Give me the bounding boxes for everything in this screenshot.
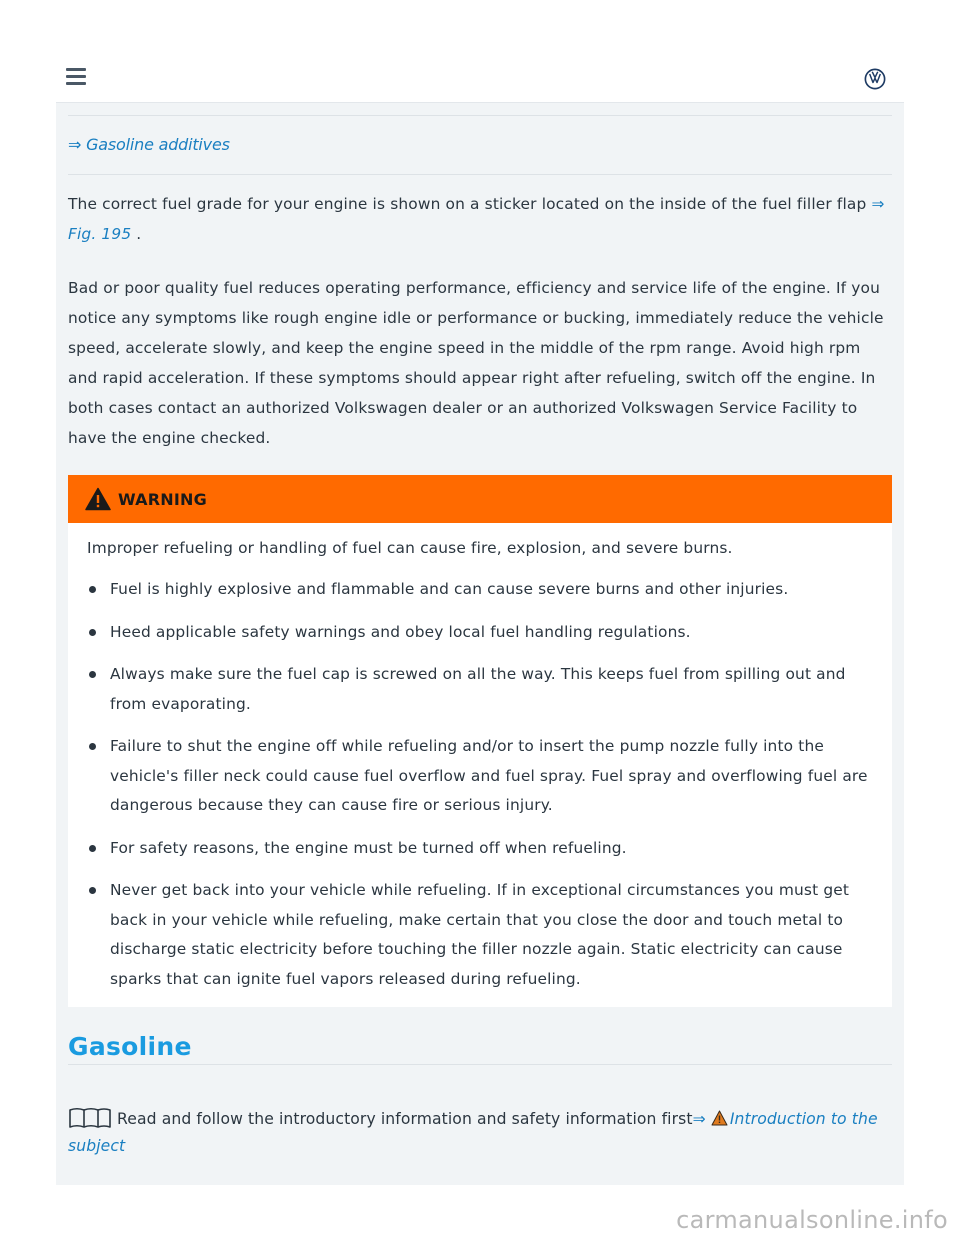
warning-list (87, 575, 877, 1007)
intro-arrow: ⇒ (692, 1110, 711, 1128)
xref-label: Gasoline additives (86, 135, 230, 154)
xref-arrow: ⇒ (68, 135, 82, 154)
fig-suffix: . (131, 225, 142, 243)
divider (68, 174, 892, 175)
book-icon (68, 1107, 112, 1129)
warning-triangle-icon (711, 1110, 728, 1126)
fig-195-link[interactable]: ⇒ Fig. 195 (68, 195, 885, 243)
watermark: carmanualsonline.info (676, 1206, 948, 1234)
introduction-link[interactable]: Introduction to the subject (68, 1110, 878, 1155)
intro-note (68, 1106, 890, 1160)
warning-item: Always make sure the fuel cap is screwed on all the way. This keeps fuel from spilling out and from evaporating. (87, 660, 877, 719)
vw-logo-icon[interactable] (864, 68, 886, 90)
warning-lead: Improper refueling or handling of fuel can cause fire, explosion, and severe burns. (87, 539, 733, 557)
fuel-quality-paragraph: Bad or poor quality fuel reduces operating performance, efficiency and service life of the engine. If you notice any symptoms like rough engine idle or performance or bucking, immediately reduce the vehicle speed, accelerate slowly, and keep the engine speed in the middle of the rpm range. Avoid high rpm and rapid acceleration. If these symptoms should appear right after refueling, switch off the engine. In both cases contact an authorized Volkswagen dealer or an authorized Volkswagen Service Facility to have the engine checked. (68, 279, 884, 447)
section-title: Gasoline (68, 1032, 192, 1061)
fuel-grade-paragraph (68, 189, 890, 249)
warning-item: For safety reasons, the engine must be turned off when refueling. (87, 834, 877, 864)
content-panel (56, 103, 904, 1185)
divider (68, 115, 892, 116)
warning-item: Fuel is highly explosive and flammable and can cause severe burns and other injuries. (87, 575, 877, 605)
warning-title: WARNING (118, 489, 207, 509)
fuel-grade-text: The correct fuel grade for your engine is shown on a sticker located on the inside of the fuel filler flap (68, 195, 867, 213)
hamburger-menu-icon[interactable] (66, 68, 86, 86)
warning-box (68, 475, 892, 1007)
intro-text: Read and follow the introductory information and safety information first (112, 1110, 693, 1128)
top-bar (56, 56, 904, 103)
warning-item: Failure to shut the engine off while refueling and/or to insert the pump nozzle fully into the vehicle's filler neck could cause fuel overflow and fuel spray. Fuel spray and overflowing fuel are dangerous because they can cause fire or serious injury. (87, 732, 877, 821)
gasoline-additives-link[interactable] (68, 135, 230, 154)
warning-item: Heed applicable safety warnings and obey local fuel handling regulations. (87, 618, 877, 648)
warning-triangle-icon (85, 487, 111, 511)
warning-item: Never get back into your vehicle while refueling. If in exceptional circumstances you must get back in your vehicle while refueling, make certain that you close the door and touch metal to discharge static electricity before touching the filler nozzle again. Static electricity can cause sparks that can ignite fuel vapors released during refueling. (87, 876, 877, 994)
divider (68, 1064, 892, 1065)
warning-header (68, 475, 892, 523)
